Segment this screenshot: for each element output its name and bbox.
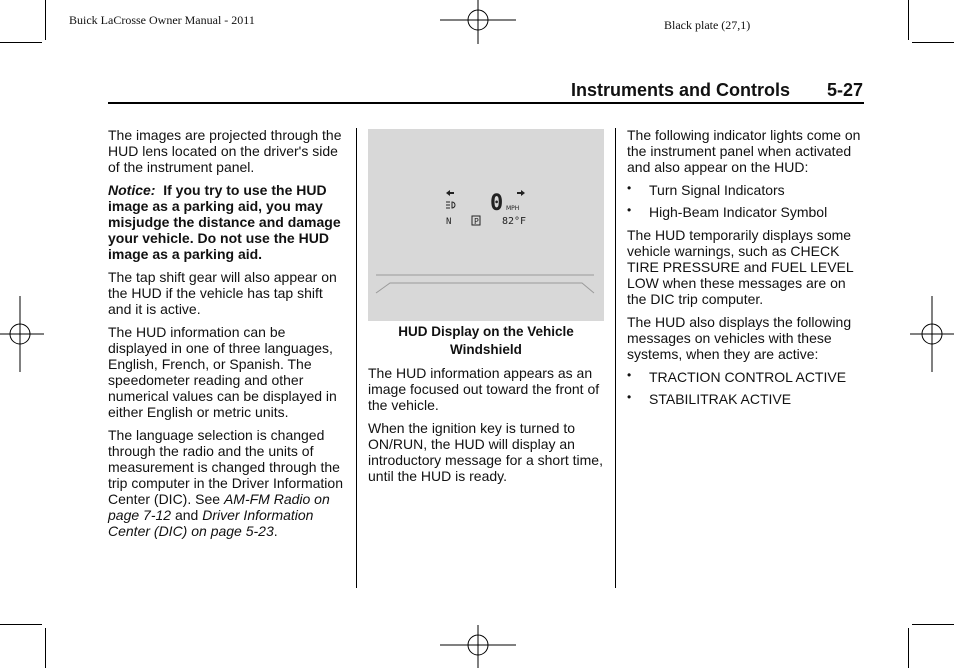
list-item: • TRACTION CONTROL ACTIVE: [627, 368, 847, 385]
list-item: • Turn Signal Indicators: [627, 181, 785, 198]
list-item: • High-Beam Indicator Symbol: [627, 203, 828, 220]
page-number: 5-27: [827, 80, 864, 100]
registration-mark-left: [0, 296, 44, 372]
paragraph-text: and: [174, 507, 199, 523]
caption-line: HUD Display on the Vehicle: [398, 324, 574, 339]
paragraph-text: .: [273, 523, 278, 539]
plate-label: Black plate (27,1): [664, 18, 751, 32]
hud-speed: 0: [490, 191, 504, 216]
manual-title: Buick LaCrosse Owner Manual - 2011: [69, 13, 255, 27]
registration-mark-top: [440, 0, 516, 44]
high-beam-icon: [446, 202, 455, 208]
paragraph-text: The language selection is changed through the radio and the units of measurement is changed through the trip computer in the Driver Information Center (DIC). See: [108, 427, 343, 507]
column-divider: [356, 128, 357, 588]
paragraph: The tap shift gear will also appear on the HUD if the vehicle has tap shift and it is active.: [108, 269, 337, 317]
hud-illustration: [368, 129, 604, 321]
list-item-text: Turn Signal Indicators: [649, 182, 785, 198]
paragraph: The following indicator lights come on the instrument panel when activated and also appear on the HUD:: [627, 127, 861, 175]
caption-line: Windshield: [450, 342, 522, 357]
section-title: Instruments and Controls: [571, 80, 791, 100]
hud-temperature: 82°F: [502, 216, 527, 227]
hud-windshield-image: [368, 129, 604, 321]
list-item: • STABILITRAK ACTIVE: [627, 390, 792, 407]
paragraph: The HUD information appears as an image focused out toward the front of the vehicle.: [368, 365, 600, 413]
paragraph: When the ignition key is turned to ON/RUN, the HUD will display an introductory message for a short time, until the HUD is ready.: [368, 420, 603, 484]
right-turn-arrow-icon: [517, 190, 525, 196]
figure-caption: [368, 323, 604, 359]
hud-gear: N: [446, 217, 452, 227]
notice-paragraph: [108, 182, 348, 262]
list-item-text: TRACTION CONTROL ACTIVE: [649, 369, 847, 385]
cross-reference-link[interactable]: Driver Information Center (DIC) on page 5-23: [108, 507, 314, 539]
registration-mark-right: [910, 296, 954, 372]
column-1: [108, 127, 348, 546]
hud-park: P: [474, 217, 479, 226]
header-rule: [108, 102, 864, 104]
paragraph: The images are projected through the HUD lens located on the driver's side of the instrument panel.: [108, 127, 342, 175]
paragraph: The HUD temporarily displays some vehicle warnings, such as CHECK TIRE PRESSURE and FUEL LEVEL LOW when these messages are on the DIC trip computer.: [627, 227, 854, 307]
paragraph: The HUD information can be displayed in one of three languages, English, French, or Spanish. The speedometer reading and other numerical values can be displayed in either English or metric units.: [108, 324, 337, 420]
list-item-text: High-Beam Indicator Symbol: [649, 204, 828, 220]
cross-reference-link[interactable]: AM-FM Radio on page 7-12: [108, 491, 330, 523]
notice-label: Notice:: [108, 182, 156, 198]
column-divider: [615, 128, 616, 588]
paragraph: The HUD also displays the following messages on vehicles with these systems, when they are active:: [627, 314, 852, 362]
paragraph: [108, 427, 348, 539]
column-2: [368, 365, 608, 491]
hud-speed-unit: MPH: [506, 205, 520, 212]
notice-text: If you try to use the HUD image as a parking aid, you may misjudge the distance and damage your vehicle. Do not use the HUD image as a parking aid.: [108, 182, 341, 262]
column-3: [627, 127, 867, 413]
registration-mark-bottom: [440, 625, 516, 668]
left-turn-arrow-icon: [446, 190, 454, 196]
list-item-text: STABILITRAK ACTIVE: [649, 391, 792, 407]
